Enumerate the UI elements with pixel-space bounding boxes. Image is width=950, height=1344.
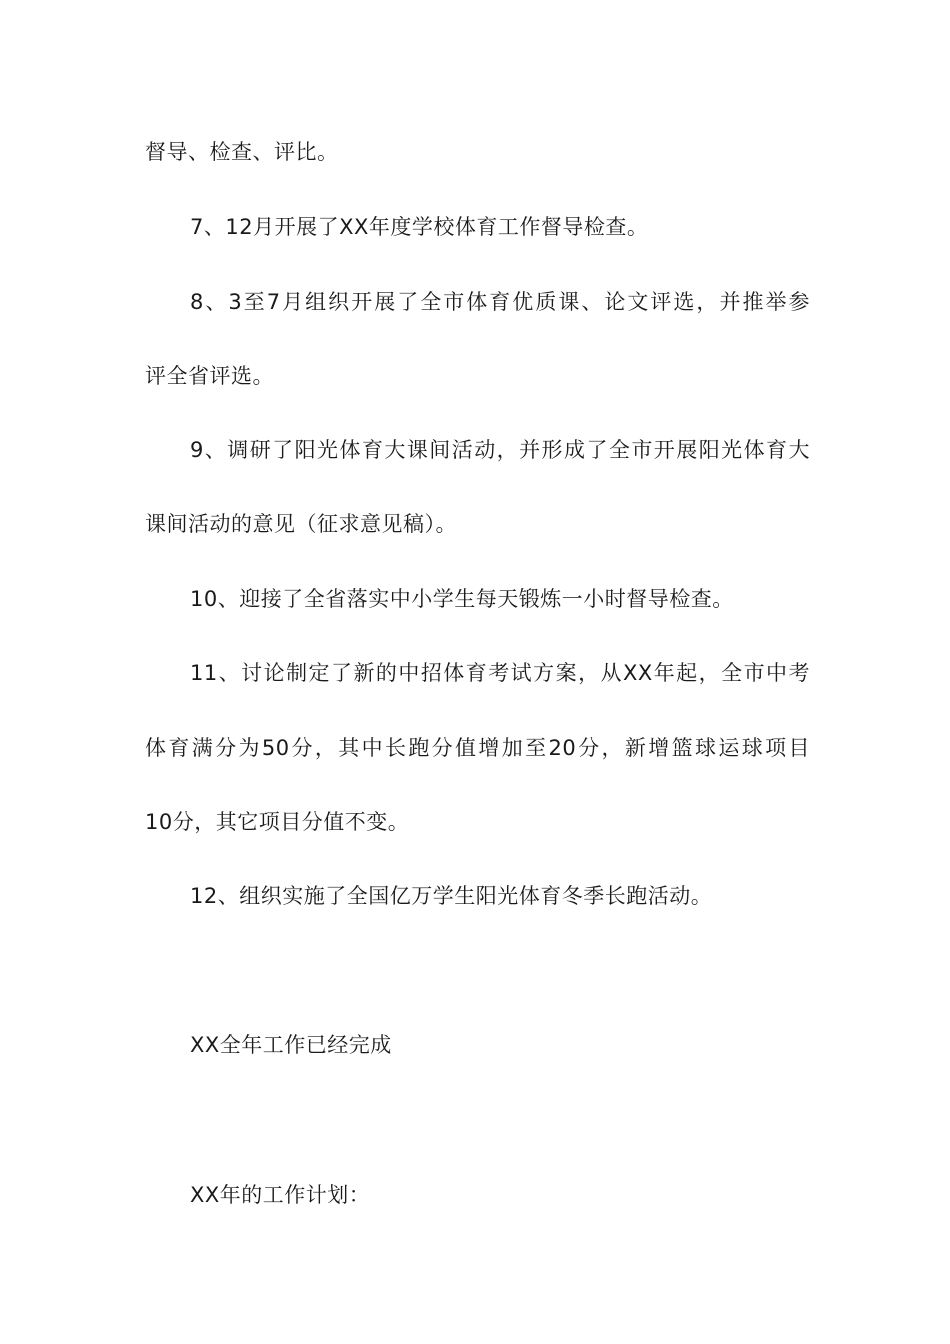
text-line-8: 11、讨论制定了新的中招体育考试方案，从XX年起，全市中考 xyxy=(190,661,810,685)
text-line-3: 8、3至7月组织开展了全市体育优质课、论文评选，并推举参 xyxy=(190,290,810,314)
text-line-5: 9、调研了阳光体育大课间活动，并形成了全市开展阳光体育大 xyxy=(190,438,810,462)
text-line-9: 体育满分为50分，其中长跑分值增加至20分，新增篮球运球项目 xyxy=(145,736,810,760)
section-heading-1: XX全年工作已经完成 xyxy=(190,1033,392,1057)
text-line-10: 10分，其它项目分值不变。 xyxy=(145,810,410,834)
text-line-11: 12、组织实施了全国亿万学生阳光体育冬季长跑活动。 xyxy=(190,884,713,908)
text-line-7: 10、迎接了全省落实中小学生每天锻炼一小时督导检查。 xyxy=(190,587,734,611)
text-line-2: 7、12月开展了XX年度学校体育工作督导检查。 xyxy=(190,215,649,239)
text-line-4: 评全省评选。 xyxy=(145,364,274,388)
section-heading-2: XX年的工作计划： xyxy=(190,1183,371,1207)
text-line-1: 督导、检查、评比。 xyxy=(145,140,339,164)
text-line-6: 课间活动的意见（征求意见稿）。 xyxy=(145,512,457,536)
